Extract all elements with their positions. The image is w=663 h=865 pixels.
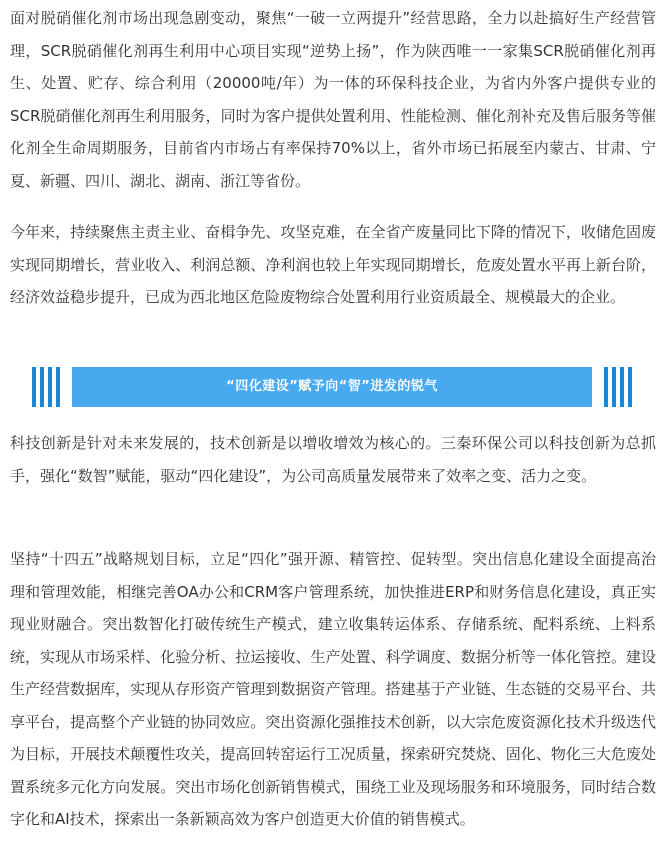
banner-stripe: [604, 367, 608, 407]
section-heading: “四化建设”赋予向“智”进发的锐气: [72, 367, 592, 407]
paragraph-four-modernizations: 坚持“十四五”战略规划目标，立足“四化”强开源、精管控、促转型。突出信息化建设全面提高治理和管理效能，相继完善OA办公和CRM客户管理系统，加快推进ERP和财务信息化建设，真正实现业财融合。突出数智化打破传统生产模式，建立收集转运体系、存储系统、配料系统、上料系统，实现从市场采样、化验分析、拉运接收、生产处置、科学调度、数据分析等一体化管控。建设生产经营数据库，实现从存形资产管理到数据资产管理。搭建基于产业链、生态链的交易平台、共享平台，提高整个产业链的协同效应。突出资源化强推技术创新，以大宗危废资源化技术升级迭代为目标，开展技术颠覆性攻关，提高回转窑运行工况质量，探索研究焚烧、固化、物化三大危废处置系统多元化方向发展。突出市场化创新销售模式，围绕工业及现场服务和环境服务，同时结合数字化和AI技术，探索出一条新颖高效为客户创造更大价值的销售模式。: [10, 550, 656, 828]
banner-stripe: [628, 367, 632, 407]
paragraph-tech-innovation: 科技创新是针对未来发展的，技术创新是以增收增效为核心的。三秦环保公司以科技创新为总抓手，强化“数智”赋能，驱动“四化建设”，为公司高质量发展带来了效率之变、活力之变。: [10, 434, 656, 485]
banner-stripe: [40, 367, 44, 407]
paragraph-performance: 今年来，持续聚焦主责主业、奋楫争先、攻坚克难，在全省产废量同比下降的情况下，收储危固废实现同期增长，营业收入、利润总额、净利润也较上年实现同期增长，危废处置水平再上新台阶，经济效益稳步提升，已成为西北地区危险废物综合处置利用行业资质最全、规模最大的企业。: [10, 223, 656, 306]
banner-stripe: [32, 367, 36, 407]
banner-stripe: [620, 367, 624, 407]
section-heading-banner: [32, 367, 632, 407]
paragraph-scr-catalyst: 面对脱硝催化剂市场出现急剧变动，聚焦“一破一立两提升”经营思路，全力以赴搞好生产经营管理，SCR脱硝催化剂再生利用中心项目实现“逆势上扬”，作为陕西唯一一家集SCR脱硝催化剂再生、处置、贮存、综合利用（20000吨/年）为一体的环保科技企业，为省内外客户提供专业的SCR脱硝催化剂再生利用服务，同时为客户提供处置利用、性能检测、催化剂补充及售后服务等催化剂全生命周期服务，目前省内市场占有率保持70%以上，省外市场已拓展至内蒙古、甘肃、宁夏、新疆、四川、湖北、湖南、浙江等省份。: [10, 9, 656, 190]
banner-stripe: [48, 367, 52, 407]
banner-stripe: [56, 367, 60, 407]
banner-stripe: [612, 367, 616, 407]
